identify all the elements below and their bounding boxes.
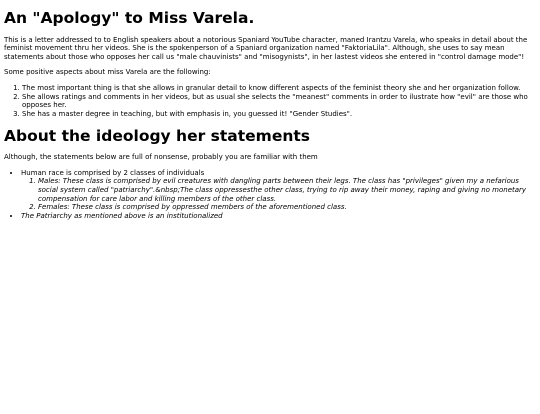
positives-list <box>4 84 536 118</box>
list-item: • The Patriarchy as mentioned above is an institutionalized <box>21 212 536 221</box>
list-item: 1. The most important thing is that she allows in granular detail to know different aspects of the feminist theory she and her organization follow. <box>22 84 536 93</box>
classes-list <box>21 177 536 211</box>
section-intro: Although, the statements below are full of nonsense, probably you are familiar with them <box>4 153 318 162</box>
section-heading: About the ideology her statements <box>4 127 310 146</box>
positives-intro: Some positive aspects about miss Varela are the following: <box>4 68 211 77</box>
list-item: 2. She allows ratings and comments in her videos, but as usual she selects the "meanest" comments in order to ilustrate how "evil" are those who opposes her. <box>22 93 536 110</box>
list-item <box>21 169 536 212</box>
list-item: 3. She has a master degree in teaching, but with emphasis in, you guessed it! "Gender Studies". <box>22 110 536 119</box>
statement-text: Human race is comprised by 2 classes of individuals <box>21 168 205 177</box>
list-item: 1. Males: These class is comprised by evil creatures with dangling parts between their legs. The class has "privileges" given my a nefarious social system called "patriarchy".&nbsp;The class oppressesthe other class, trying to rip away their money, raping and giving no monetary compensation for care labor and killing members of the other class. <box>38 177 536 203</box>
document-page <box>0 9 540 220</box>
statements-list <box>4 169 536 221</box>
intro-paragraph: This is a letter addressed to to English speakers about a notorious Spaniard YouTube character, maned Irantzu Varela, who speaks in detail about the feminist movement thru her videos. She is the spokenperson of a Spaniard organization named "FaktoriaLila". Although, she uses to say mean statements about those who opposes her call us "male chauvinists" and "misogynists", in her lastest videos she entered in "control damage mode"! <box>4 35 528 61</box>
page-title: An "Apology" to Miss Varela. <box>4 9 255 27</box>
list-item: 2. Females: These class is comprised by oppressed members of the aforementioned class. <box>38 203 536 212</box>
